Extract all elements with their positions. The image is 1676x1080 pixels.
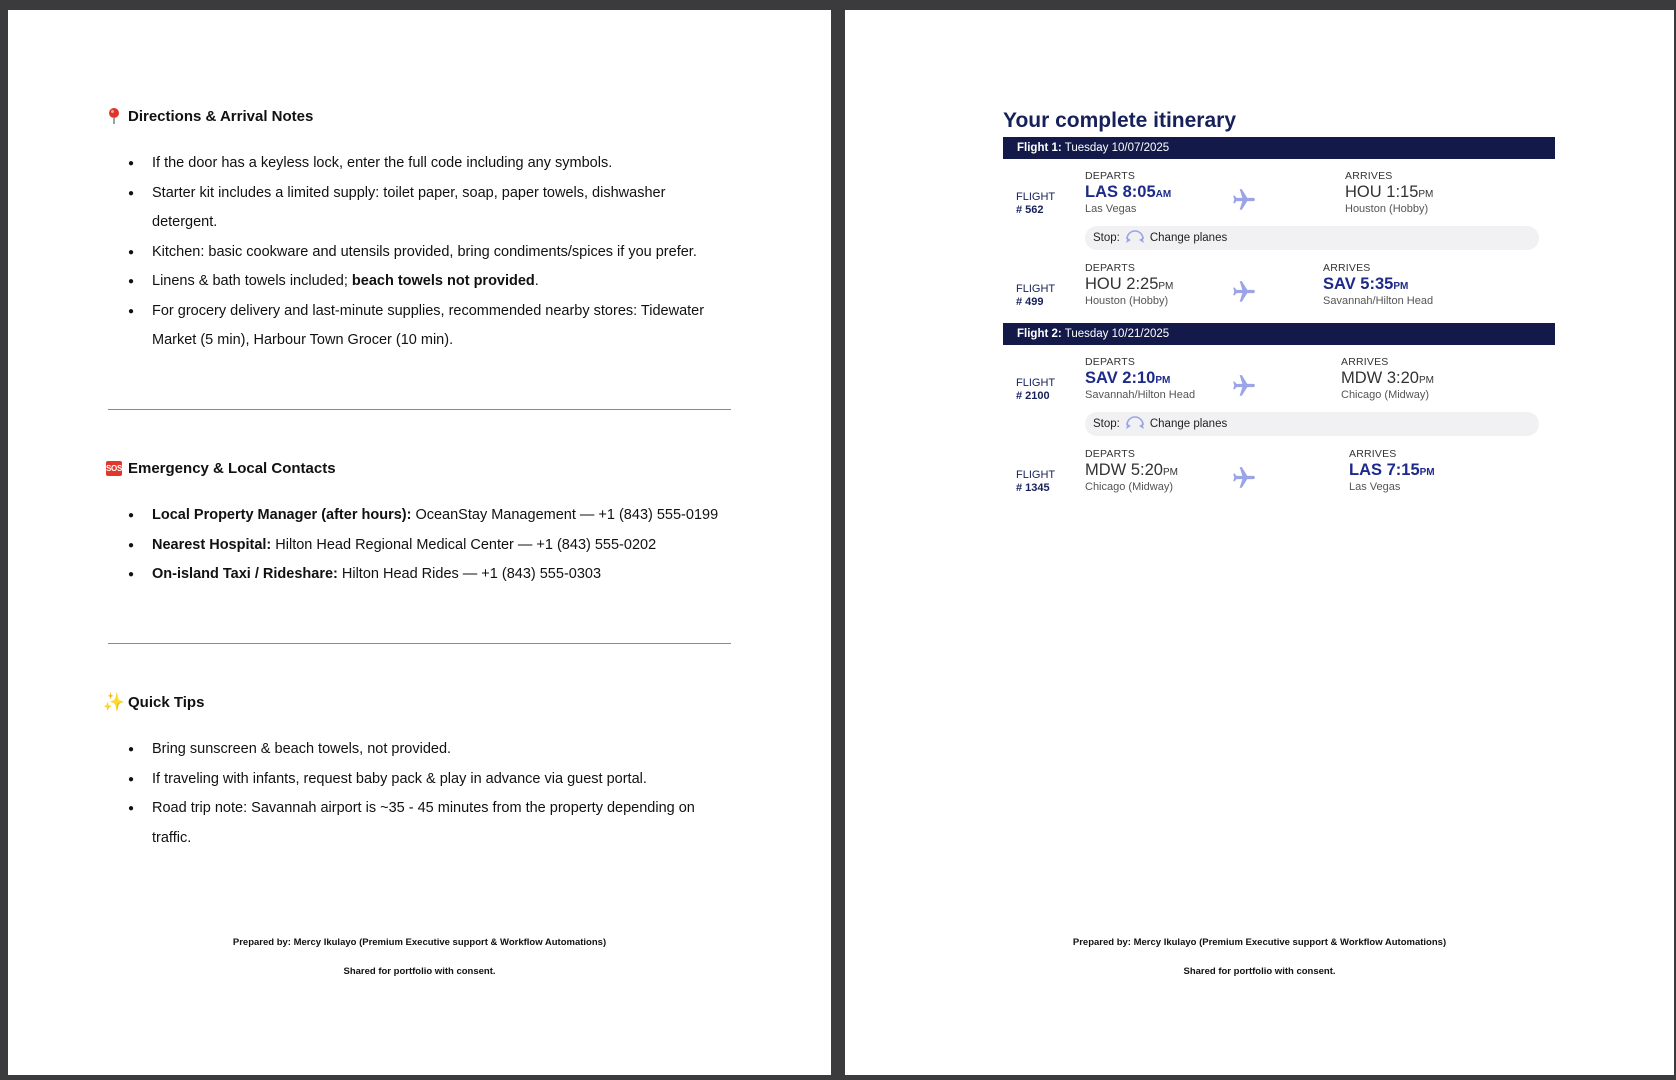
list-item: ● Bring sunscreen & beach towels, not provided. xyxy=(106,735,732,765)
stop-row xyxy=(1003,225,1555,251)
list-item: ● Road trip note: Savannah airport is ~35 - 45 minutes from the property depending on traffic. xyxy=(106,794,732,853)
plane-icon xyxy=(1231,465,1257,491)
arrival-info: ARRIVES MDW 3:20PM Chicago (Midway) xyxy=(1341,356,1434,401)
tips-title: Quick Tips xyxy=(128,693,205,711)
section-divider xyxy=(108,643,731,644)
arrival-info: ARRIVES SAV 5:35PM Savannah/Hilton Head xyxy=(1323,262,1434,307)
arrival-info: ARRIVES HOU 1:15PM Houston (Hobby) xyxy=(1345,170,1434,215)
footer-consent: Shared for portfolio with consent. xyxy=(343,966,496,977)
flight-number: FLIGHT # 499 xyxy=(1016,283,1056,308)
stop-badge: Stop: Change planes xyxy=(1085,412,1539,436)
footer-consent: Shared for portfolio with consent. xyxy=(1183,966,1336,977)
flight-segment xyxy=(1003,356,1555,416)
list-item: ● Nearest Hospital: Hilton Head Regional Medical Center — +1 (843) 555-0202 xyxy=(106,531,732,561)
list-item: ● Local Property Manager (after hours): OceanStay Management — +1 (843) 555-0199 xyxy=(106,501,732,531)
emergency-list xyxy=(106,501,746,590)
flight-number: FLIGHT # 2100 xyxy=(1016,377,1056,402)
directions-section xyxy=(106,105,746,356)
arrival-info: ARRIVES LAS 7:15PM Las Vegas xyxy=(1349,448,1435,493)
emergency-heading xyxy=(106,457,746,479)
plane-icon xyxy=(1231,279,1257,305)
pin-icon xyxy=(106,107,122,125)
departure-info: DEPARTS LAS 8:05AM Las Vegas xyxy=(1085,170,1172,215)
flight-number: FLIGHT # 1345 xyxy=(1016,469,1056,494)
tips-heading xyxy=(102,691,746,713)
directions-heading xyxy=(106,105,746,127)
change-planes-icon xyxy=(1124,416,1146,432)
itinerary-title: Your complete itinerary xyxy=(1003,109,1237,132)
emergency-title: Emergency & Local Contacts xyxy=(128,459,336,477)
flight-1-header: Flight 1: Tuesday 10/07/2025 xyxy=(1003,137,1555,159)
list-item: ● Kitchen: basic cookware and utensils provided, bring condiments/spices if you prefer. xyxy=(106,238,732,268)
list-item: ● If the door has a keyless lock, enter the full code including any symbols. xyxy=(106,149,732,179)
footer-prepared: Prepared by: Mercy Ikulayo (Premium Executive support & Workflow Automations) xyxy=(232,937,607,948)
list-item: ● If traveling with infants, request baby pack & play in advance via guest portal. xyxy=(106,765,732,795)
flight-segment xyxy=(1003,262,1555,322)
tips-list xyxy=(106,735,746,853)
departure-info: DEPARTS HOU 2:25PM Houston (Hobby) xyxy=(1085,262,1174,307)
flight-segment xyxy=(1003,170,1555,230)
departure-info: DEPARTS MDW 5:20PM Chicago (Midway) xyxy=(1085,448,1178,493)
change-planes-icon xyxy=(1124,230,1146,246)
footer-prepared: Prepared by: Mercy Ikulayo (Premium Executive support & Workflow Automations) xyxy=(1072,937,1447,948)
flight-2-header: Flight 2: Tuesday 10/21/2025 xyxy=(1003,323,1555,345)
list-item: ● On-island Taxi / Rideshare: Hilton Head Rides — +1 (843) 555-0303 xyxy=(106,560,732,590)
sparkles-icon: ✨ xyxy=(102,692,126,712)
stop-badge: Stop: Change planes xyxy=(1085,226,1539,250)
directions-list xyxy=(106,149,746,356)
directions-title: Directions & Arrival Notes xyxy=(128,107,314,125)
list-item: ● For grocery delivery and last-minute supplies, recommended nearby stores: Tidewater Market (5 min), Harbour Town Grocer (10 min). xyxy=(106,297,732,356)
list-item: ● Linens & bath towels included; beach towels not provided. xyxy=(106,267,732,297)
document-page-right xyxy=(845,10,1674,1075)
list-item: ● Starter kit includes a limited supply: toilet paper, soap, paper towels, dishwasher detergent. xyxy=(106,179,732,238)
flight-segment xyxy=(1003,448,1555,508)
plane-icon xyxy=(1231,373,1257,399)
document-page-left xyxy=(8,10,831,1075)
departure-info: DEPARTS SAV 2:10PM Savannah/Hilton Head xyxy=(1085,356,1196,401)
plane-icon xyxy=(1231,187,1257,213)
stop-row xyxy=(1003,411,1555,437)
sos-icon: SOS xyxy=(106,459,122,477)
emergency-section xyxy=(106,457,746,590)
flight-number: FLIGHT # 562 xyxy=(1016,191,1056,216)
section-divider xyxy=(108,409,731,410)
tips-section xyxy=(102,691,746,853)
